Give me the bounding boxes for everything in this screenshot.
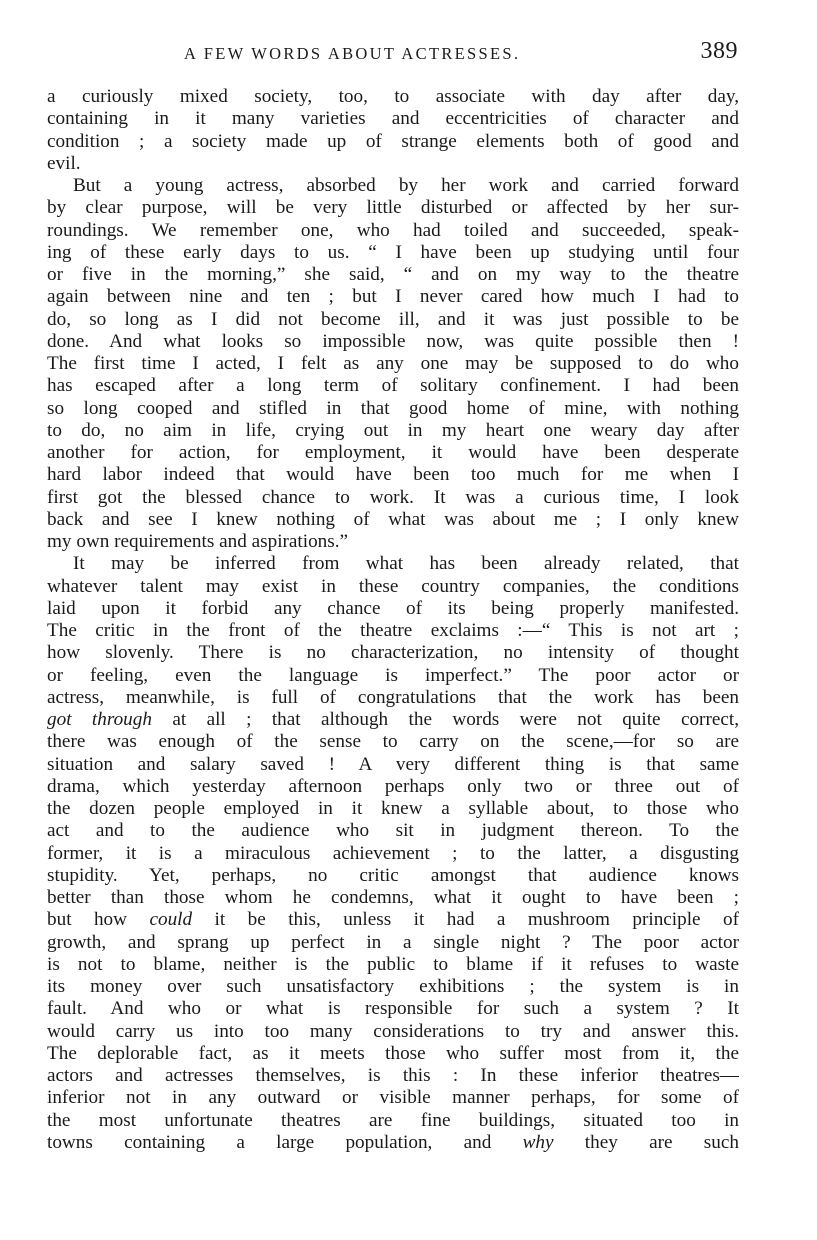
text-line: laid upon it forbid any chance of its being properly manifested. [47,597,739,619]
text-line: towns containing a large population, and why they are such [47,1131,739,1153]
text-line: the dozen people employed in it knew a syllable about, to those who [47,798,739,819]
text-line: roundings. We remember one, who had toiled and succeeded, speak- [47,219,739,241]
text-line: done. And what looks so impossible now, was quite possible then ! [47,330,739,352]
text-line: drama, which yesterday afternoon perhaps only two or three out of [47,775,739,797]
text-line: containing in it many varieties and eccentricities of character and [47,108,739,130]
text-line: fault. And who or what is responsible for such a system ? It [47,998,739,1020]
text-line: how slovenly. There is no characterization, no intensity of thought [47,642,739,664]
emphasis-text: could [149,909,193,931]
text-line: or five in the morning,” she said, “ and on my way to the theatre [47,264,739,285]
text-line: condition ; a society made up of strange elements both of good and [47,130,739,152]
text-line: a curiously mixed society, too, to associate with day after day, [47,86,739,107]
text-line: hard labor indeed that would have been too much for me when I [47,464,739,486]
text-line: would carry us into too many considerations to try and answer this. [47,1020,739,1042]
text-line: my own requirements and aspirations.” [47,531,349,552]
text-line: first got the blessed chance to work. It was a curious time, I look [47,486,739,508]
text-line: the most unfortunate theatres are fine buildings, situated too in [47,1109,739,1131]
text-line: The first time I acted, I felt as any one may be supposed to do who [47,353,739,374]
emphasis-text: got through [47,709,152,730]
text-line: got through at all ; that although the words were not quite correct, [47,709,739,730]
text-line: growth, and sprang up perfect in a single night ? The poor actor [47,931,739,953]
text-line: act and to the audience who sit in judgment thereon. To the [47,820,739,842]
text-line: by clear purpose, will be very little disturbed or affected by her sur- [47,197,739,219]
text-line: again between nine and ten ; but I never cared how much I had to [47,286,739,308]
text-line: has escaped after a long term of solitary confinement. I had been [47,375,739,397]
paragraph-start-line: But a young actress, absorbed by her work and carried forward [73,175,739,196]
text-line: or feeling, even the language is imperfect.” The poor actor or [47,664,739,686]
text-line: ing of these early days to us. “ I have been up studying until four [47,241,739,263]
text-line: actors and actresses themselves, is this : In these inferior theatres— [47,1065,739,1086]
text-line: there was enough of the sense to carry on the scene,—for so are [47,731,739,753]
text-line: back and see I knew nothing of what was about me ; I only knew [47,508,739,530]
text-line: The critic in the front of the theatre exclaims :—“ This is not art ; [47,620,739,641]
text-line: former, it is a miraculous achievement ; to the latter, a disgusting [47,842,739,864]
emphasis-text: why [522,1131,554,1153]
text-line: so long cooped and stifled in that good home of mine, with nothing [47,397,739,419]
text-line: whatever talent may exist in these country companies, the conditions [47,575,739,597]
text-line: better than those whom he condemns, what it ought to have been ; [47,887,739,908]
text-line: inferior not in any outward or visible manner perhaps, for some of [47,1087,739,1109]
text-line: do, so long as I did not become ill, and it was just possible to be [47,308,739,330]
paragraph-start-line: It may be inferred from what has been already related, that [73,553,739,575]
text-line: actress, meanwhile, is full of congratulations that the work has been [47,686,739,708]
text-line: stupidity. Yet, perhaps, no critic amongst that audience knows [47,864,739,886]
text-line: but how could it be this, unless it had a mushroom principle of [47,909,739,931]
text-line: its money over such unsatisfactory exhibitions ; the system is in [47,976,739,997]
text-line: another for action, for employment, it would have been desperate [47,442,739,463]
text-line: is not to blame, neither is the public to blame if it refuses to waste [47,953,739,975]
page-header [48,38,740,68]
page-number: 389 [700,38,738,64]
body-text [47,86,739,1154]
text-line: evil. [47,152,81,174]
text-line: The deplorable fact, as it meets those who suffer most from it, the [47,1042,739,1064]
text-line: situation and salary saved ! A very different thing is that same [47,753,739,775]
text-line: to do, no aim in life, crying out in my heart one weary day after [47,419,739,441]
running-title: A FEW WORDS ABOUT ACTRESSES. [184,44,521,63]
